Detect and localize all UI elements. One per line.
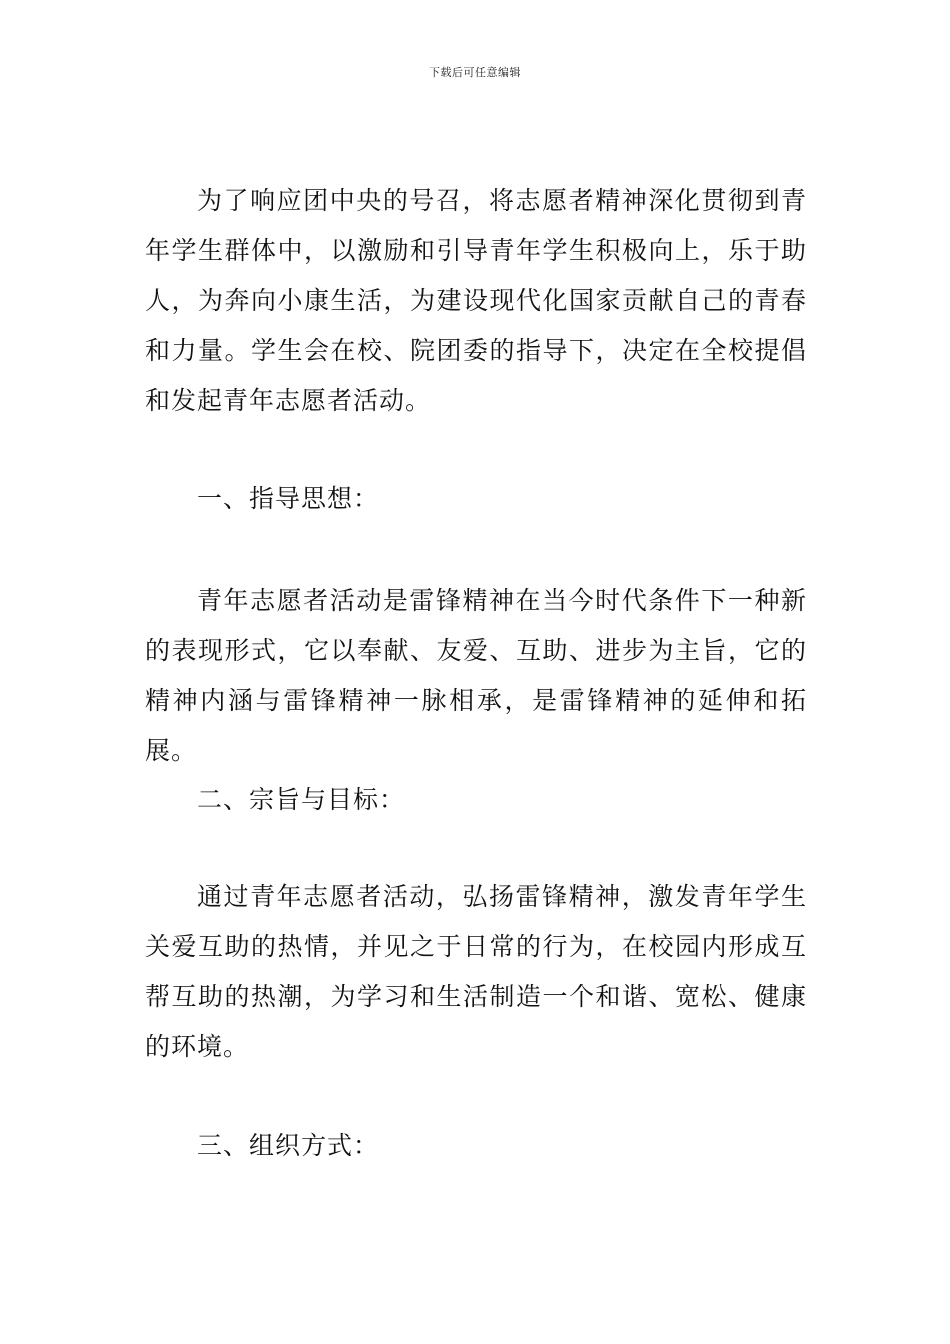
header-note: 下载后可任意编辑	[429, 66, 521, 79]
intro-paragraph	[145, 176, 807, 426]
section-2-text: 通过青年志愿者活动，弘扬雷锋精神，激发青年学生关爱互助的热情，并见之于日常的行为，在校园内形成互帮互助的热潮，为学习和生活制造一个和谐、宽松、健康的环境。	[145, 882, 807, 1061]
section-3-heading-block	[145, 1121, 807, 1171]
section-2-paragraph	[145, 872, 807, 1072]
intro-text: 为了响应团中央的号召，将志愿者精神深化贯彻到青年学生群体中，以激励和引导青年学生积极向上，乐于助人，为奔向小康生活，为建设现代化国家贡献自己的青春和力量。学生会在校、院团委的指导下，决定在全校提倡和发起青年志愿者活动。	[145, 186, 807, 415]
section-2-heading: 二、宗旨与目标：	[197, 785, 406, 814]
section-1-paragraph	[145, 576, 807, 776]
section-2-heading-block	[145, 775, 807, 825]
section-1-text: 青年志愿者活动是雷锋精神在当今时代条件下一种新的表现形式，它以奉献、友爱、互助、进步为主旨，它的精神内涵与雷锋精神一脉相承，是雷锋精神的延伸和拓展。	[145, 586, 807, 765]
section-1-heading-block	[145, 474, 807, 524]
section-1-heading: 一、指导思想：	[197, 484, 380, 513]
section-3-heading: 三、组织方式：	[197, 1131, 380, 1160]
